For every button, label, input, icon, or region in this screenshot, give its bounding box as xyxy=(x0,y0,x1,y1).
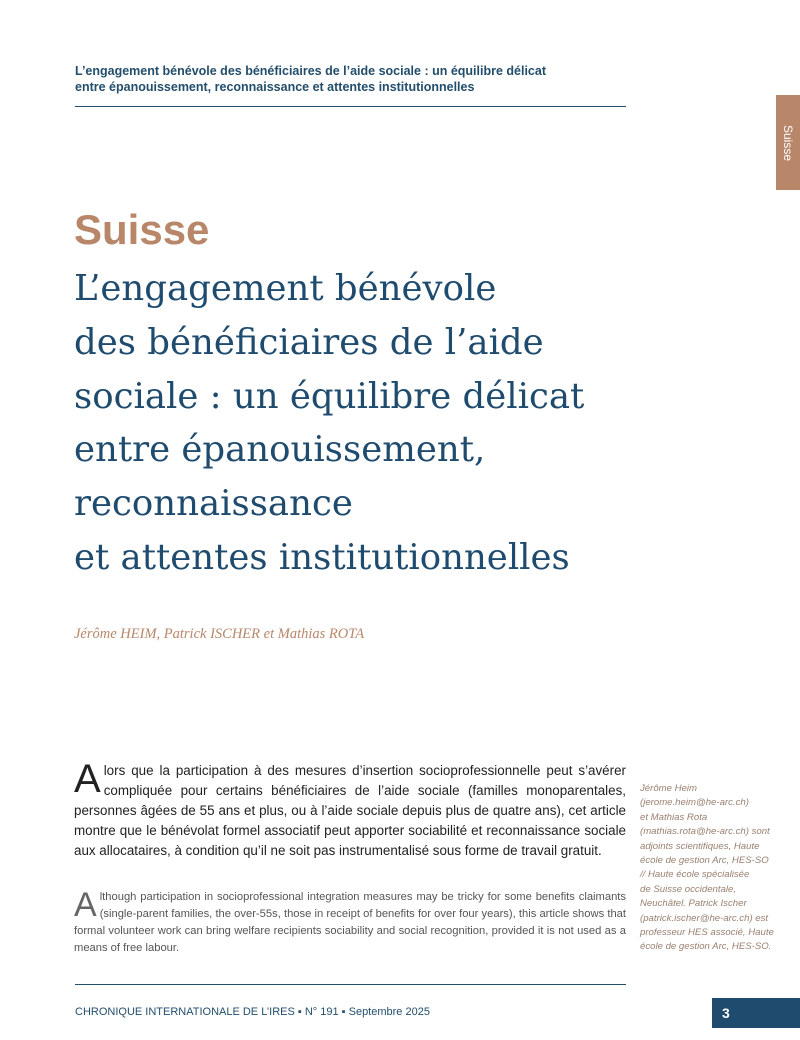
title-line: L’engagement bénévole xyxy=(74,268,497,309)
title-line: et attentes institutionnelles xyxy=(74,536,570,578)
journal-footer: CHRONIQUE INTERNATIONALE DE L’IRES ▪ N° 191 ▪ Septembre 2025 xyxy=(75,1006,430,1018)
title-line: reconnaissance xyxy=(74,483,353,525)
article-authors: Jérôme HEIM, Patrick ISCHER et Mathias ROTA xyxy=(74,626,365,642)
note-line: (jerome.heim@he-arc.ch) xyxy=(640,797,749,809)
note-line: // Haute école spécialisée xyxy=(640,869,750,881)
note-line: et Mathias Rota xyxy=(640,811,708,823)
page-number-badge xyxy=(712,998,800,1028)
country-kicker: Suisse xyxy=(74,206,210,253)
section-side-tab xyxy=(776,95,800,190)
note-line: (mathias.rota@he-arc.ch) sont xyxy=(640,826,770,838)
page-number: 3 xyxy=(722,1005,730,1021)
note-line: de Suisse occidentale, xyxy=(640,883,736,895)
running-header xyxy=(75,63,625,95)
note-line: école de gestion Arc, HES-SO xyxy=(640,855,769,867)
note-line: Jérôme Heim xyxy=(640,783,698,794)
title-line: des bénéficiaires de l’aide xyxy=(74,321,544,363)
abstract-english-text: lthough participation in socioprofessional integration measures may be tricky for some benefits claimants (single-parent families, the over-55s, those in receipt of benefits for over four years), this article shows that formal volunteer work can bring welfare recipients sociability and social recognition, provided it is not used as a means of free labour. xyxy=(74,891,626,954)
running-header-line-1: L’engagement bénévole des bénéficiaires de l’aide sociale : un équilibre délicat xyxy=(75,64,546,78)
header-divider xyxy=(75,106,626,107)
title-line: sociale : un équilibre délicat xyxy=(74,375,585,417)
note-line: adjoints scientifiques, Haute xyxy=(640,840,760,852)
abstract-french xyxy=(74,757,626,861)
title-line: entre épanouissement, xyxy=(74,429,486,471)
note-line: professeur HES associé, Haute xyxy=(640,927,774,939)
dropcap: A xyxy=(74,757,101,801)
dropcap: A xyxy=(74,886,97,924)
footer-divider xyxy=(75,984,626,985)
article-title xyxy=(74,262,634,585)
abstract-english xyxy=(74,886,626,957)
note-line: Neuchâtel. Patrick Ischer xyxy=(640,898,747,910)
note-line: (patrick.ischer@he-arc.ch) est xyxy=(640,912,769,924)
author-affiliation-note xyxy=(640,782,780,955)
side-tab-label: Suisse xyxy=(781,124,795,161)
note-line: école de gestion Arc, HES-SO. xyxy=(640,941,772,953)
running-header-line-2: entre épanouissement, reconnaissance et attentes institutionnelles xyxy=(75,80,475,94)
abstract-french-text: lors que la participation à des mesures d’insertion socioprofessionnelle peut s’avérer compliquée pour certains bénéficiaires de l’aide sociale (familles monoparentales, personnes âgées de 55 ans et plus, ou à l’aide sociale depuis plus de quatre ans), cet article montre que le bénévolat formel associatif peut apporter sociabilité et reconnaissance sociale aux allocataires, à condition qu’il ne soit pas instrumentalisé sous forme de travail gratuit. xyxy=(74,763,626,858)
